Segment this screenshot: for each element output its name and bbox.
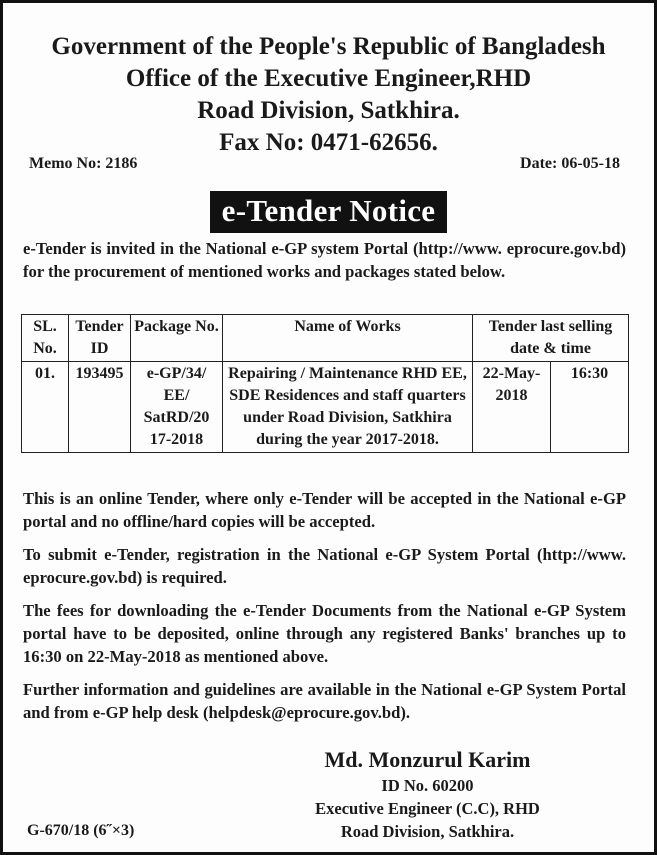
registration-paragraph: To submit e-Tender, registration in the National e-GP System Portal (http://www. eprocure.gov.bd) is required.: [23, 545, 626, 587]
works-table: [21, 314, 629, 453]
further-info-paragraph: Further information and guidelines are available in the National e-GP System Portal and from e-GP help desk (helpdesk@eprocure.gov.bd).: [23, 680, 626, 722]
fees-paragraph: The fees for downloading the e-Tender Documents from the National e-GP System portal have to be deposited, online through any registered Banks' branches up to 16:30 on 22-May-2018 as mentioned above.: [23, 601, 626, 666]
cell-package: e-GP/34/ EE/ SatRD/20 17-2018: [131, 362, 223, 453]
notice-title: e-Tender Notice: [210, 191, 448, 233]
signatory-title: Executive Engineer (C.C), RHD: [315, 799, 540, 818]
online-tender-paragraph: This is an online Tender, where only e-Tender will be accepted in the National e-GP portal and no offline/hard copies will be accepted.: [23, 489, 626, 531]
cell-sl: 01.: [22, 362, 69, 453]
header-works: Name of Works: [223, 315, 473, 362]
memo-date: Date: 06-05-18: [520, 155, 620, 172]
header-package: Package No.: [131, 315, 223, 362]
cell-tender-id: 193495: [69, 362, 131, 453]
cell-works: Repairing / Maintenance RHD EE, SDE Residences and staff quarters under Road Division, Satkhira during the year 2017-2018.: [223, 362, 473, 453]
signatory-name: Md. Monzurul Karim: [324, 747, 531, 772]
header-tender-id: Tender ID: [69, 315, 131, 362]
header-date-time: Tender last selling date & time: [473, 315, 629, 362]
cell-time: 16:30: [551, 362, 629, 453]
header-office: Office of the Executive Engineer,RHD: [125, 65, 532, 92]
notice-title-wrap: [3, 191, 654, 233]
table-header-row: [22, 315, 629, 362]
signatory-office: Road Division, Satkhira.: [340, 822, 515, 841]
table-row: [22, 362, 629, 453]
header-division: Road Division, Satkhira.: [197, 97, 460, 124]
signatory-id: ID No. 60200: [381, 776, 474, 795]
cell-date: 22-May-2018: [473, 362, 551, 453]
header-government: Government of the People's Republic of Bangladesh: [51, 33, 606, 60]
intro-paragraph: e-Tender is invited in the National e-GP system Portal (http://www. eprocure.gov.bd) for the procurement of mentioned works and packages stated below.: [23, 239, 626, 281]
memo-number: Memo No: 2186: [29, 155, 138, 172]
header-fax: Fax No: 0471-62656.: [219, 129, 438, 156]
header-sl: SL. No.: [22, 315, 69, 362]
ad-code: G-670/18 (6˝×3): [27, 822, 135, 839]
